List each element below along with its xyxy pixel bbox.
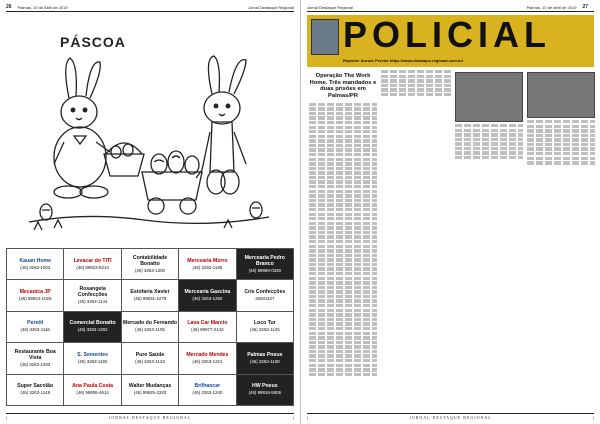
ad-name: Brilhancar [194,383,221,390]
page-title: PÁSCOA [60,34,126,50]
ad-cell [237,280,293,310]
section-name: Jornal Destaque Regional [307,4,354,10]
right-folio [307,3,594,12]
ad-name: Cris Confecções [244,289,286,296]
ad-cell [7,343,63,373]
footer-brand: JORNAL DESTAQUE REGIONAL [409,415,492,420]
ad-name: Estofaria Xavier [130,289,170,296]
issue-date: Palmas, 10 de abril de 2019 [526,4,577,10]
ad-phone: 32631107 [255,296,275,302]
reporter-photo [311,19,339,55]
ad-phone: (46) 3263-1123 [135,358,165,364]
ad-phone: (46) 99906-4614 [76,390,109,396]
ad-cell [237,375,293,405]
ad-name: Rosangela Confecções [77,286,108,299]
ad-cell [179,249,235,279]
ad-name: Mecanica JP [19,289,51,296]
issue-date: Palmas, 10 de Abril de 2019 [17,4,68,10]
ad-cell [122,312,178,342]
ad-name: Mercearia Pedro Branco [244,254,285,267]
ad-name: Mercado Mendes [186,351,229,358]
footer-brand: JORNAL DESTAQUE REGIONAL [108,415,192,420]
ad-phone: (46) 3263-1302 [77,327,108,333]
right-footer [307,413,594,421]
ad-phone: (46) 3263-1283 [20,361,51,367]
ad-phone: (46) 99923-8214 [76,264,109,270]
section-masthead [307,15,594,67]
article-column-2 [381,70,451,410]
ad-cell [179,312,235,342]
ad-name: Levacar do TITI [73,257,112,264]
masthead-subtitle: Repórter Ahrour Pereira https://www.destaque.regional.com.br/ [343,58,464,63]
ad-name: Walter Mudanças [128,383,172,390]
footer-mark: | [292,415,294,420]
ad-name: Kauan Home [19,257,52,264]
ad-phone: (46) 3263-1105 [135,327,165,333]
footer-mark: | [307,415,309,420]
ad-phone: (46) 3263-1148 [20,390,51,396]
ad-name: Super Sacolão [17,383,54,390]
ad-cell [64,249,120,279]
ad-phone: (46) 99931-2279 [133,296,167,302]
ad-name: S. Sementes [77,351,109,358]
ad-name: Restaurante Boa Vista [14,348,56,361]
headline: Operação The Work Home. Três mandados e duas prisões em Palmas/PR [309,73,377,99]
section-title: POLICIAL [343,14,551,55]
ad-name: Contabilidade Bonatto [132,254,168,267]
news-photo [527,72,595,118]
ad-phone: (46) 99925-2283 [133,390,167,396]
ad-phone: (46) 3263-1221 [192,358,223,364]
ad-cell [122,343,178,373]
ad-name: Ana Paula Costa [72,383,114,390]
ad-cell [64,312,120,342]
ad-name: Mercearia Morro [187,257,228,264]
ad-phone: (46) 3263-1292 [192,296,223,302]
ad-name: Pure Saúde [135,351,165,358]
ad-cell [237,312,293,342]
ad-name: Peretti [27,320,44,327]
body-text [309,103,377,410]
ad-cell [122,249,178,279]
ad-phone: (46) 3263-1116 [20,327,50,333]
ad-phone: (46) 99977-2143 [191,327,224,333]
ad-phone: (46) 99989-0330 [248,267,282,273]
right-bunny-head-icon [204,92,240,124]
ad-phone: (46) 3263-1198 [249,358,280,364]
page-number: 26 [6,4,12,10]
ad-name: Mercado do Fernando [122,320,178,327]
footer-mark: | [6,415,8,420]
ad-phone: (46) 99924-1025 [18,296,52,302]
ad-name: Mercearia Gascina [184,289,231,296]
ad-cell [237,249,293,279]
body-text [527,120,595,410]
ad-name: Palmas Pneus [247,351,283,358]
ad-cell [122,280,178,310]
section-name: Jornal Destaque Regional [247,4,294,10]
body-text [455,124,523,410]
ad-cell [7,249,63,279]
ad-phone: (46) 3263-1003 [20,264,51,270]
ad-phone: (46) 3263-1185 [192,264,223,270]
ad-phone: (46) 3263-1125 [249,327,280,333]
article-column-1 [309,70,377,410]
easter-coloring-illustration [24,52,274,242]
news-photo [455,72,523,122]
ad-cell [7,280,63,310]
ad-cell [64,280,120,310]
ad-cell [179,280,235,310]
ad-phone: (46) 3263-1144 [77,299,108,305]
ad-cell [122,375,178,405]
ad-cell [179,343,235,373]
classified-ads-grid [6,248,294,406]
ad-phone: (46) 3263-1190 [77,358,108,364]
ad-cell [64,343,120,373]
article-column-3 [455,70,523,410]
ad-cell [179,375,235,405]
ad-name: Loco Tur [253,320,276,327]
ad-name: Comercial Bonatto [69,320,116,327]
ad-phone: (46) 3263-1300 [134,267,165,273]
ad-cell [7,375,63,405]
ad-cell [64,375,120,405]
ad-phone: (46) 99916-5506 [248,390,282,396]
page-number: 27 [582,4,588,10]
ad-cell [7,312,63,342]
ad-name: Lava Car Marcio [187,320,228,327]
ad-phone: (46) 3263-1240 [192,390,223,396]
ad-cell [237,343,293,373]
footer-mark: | [592,415,594,420]
left-footer [6,413,294,421]
ad-name: HW Pneus [251,383,278,390]
article-column-4 [527,70,595,410]
left-folio [6,3,294,12]
right-page [300,0,600,424]
body-text [381,70,451,410]
left-bunny-head-icon [61,96,97,128]
